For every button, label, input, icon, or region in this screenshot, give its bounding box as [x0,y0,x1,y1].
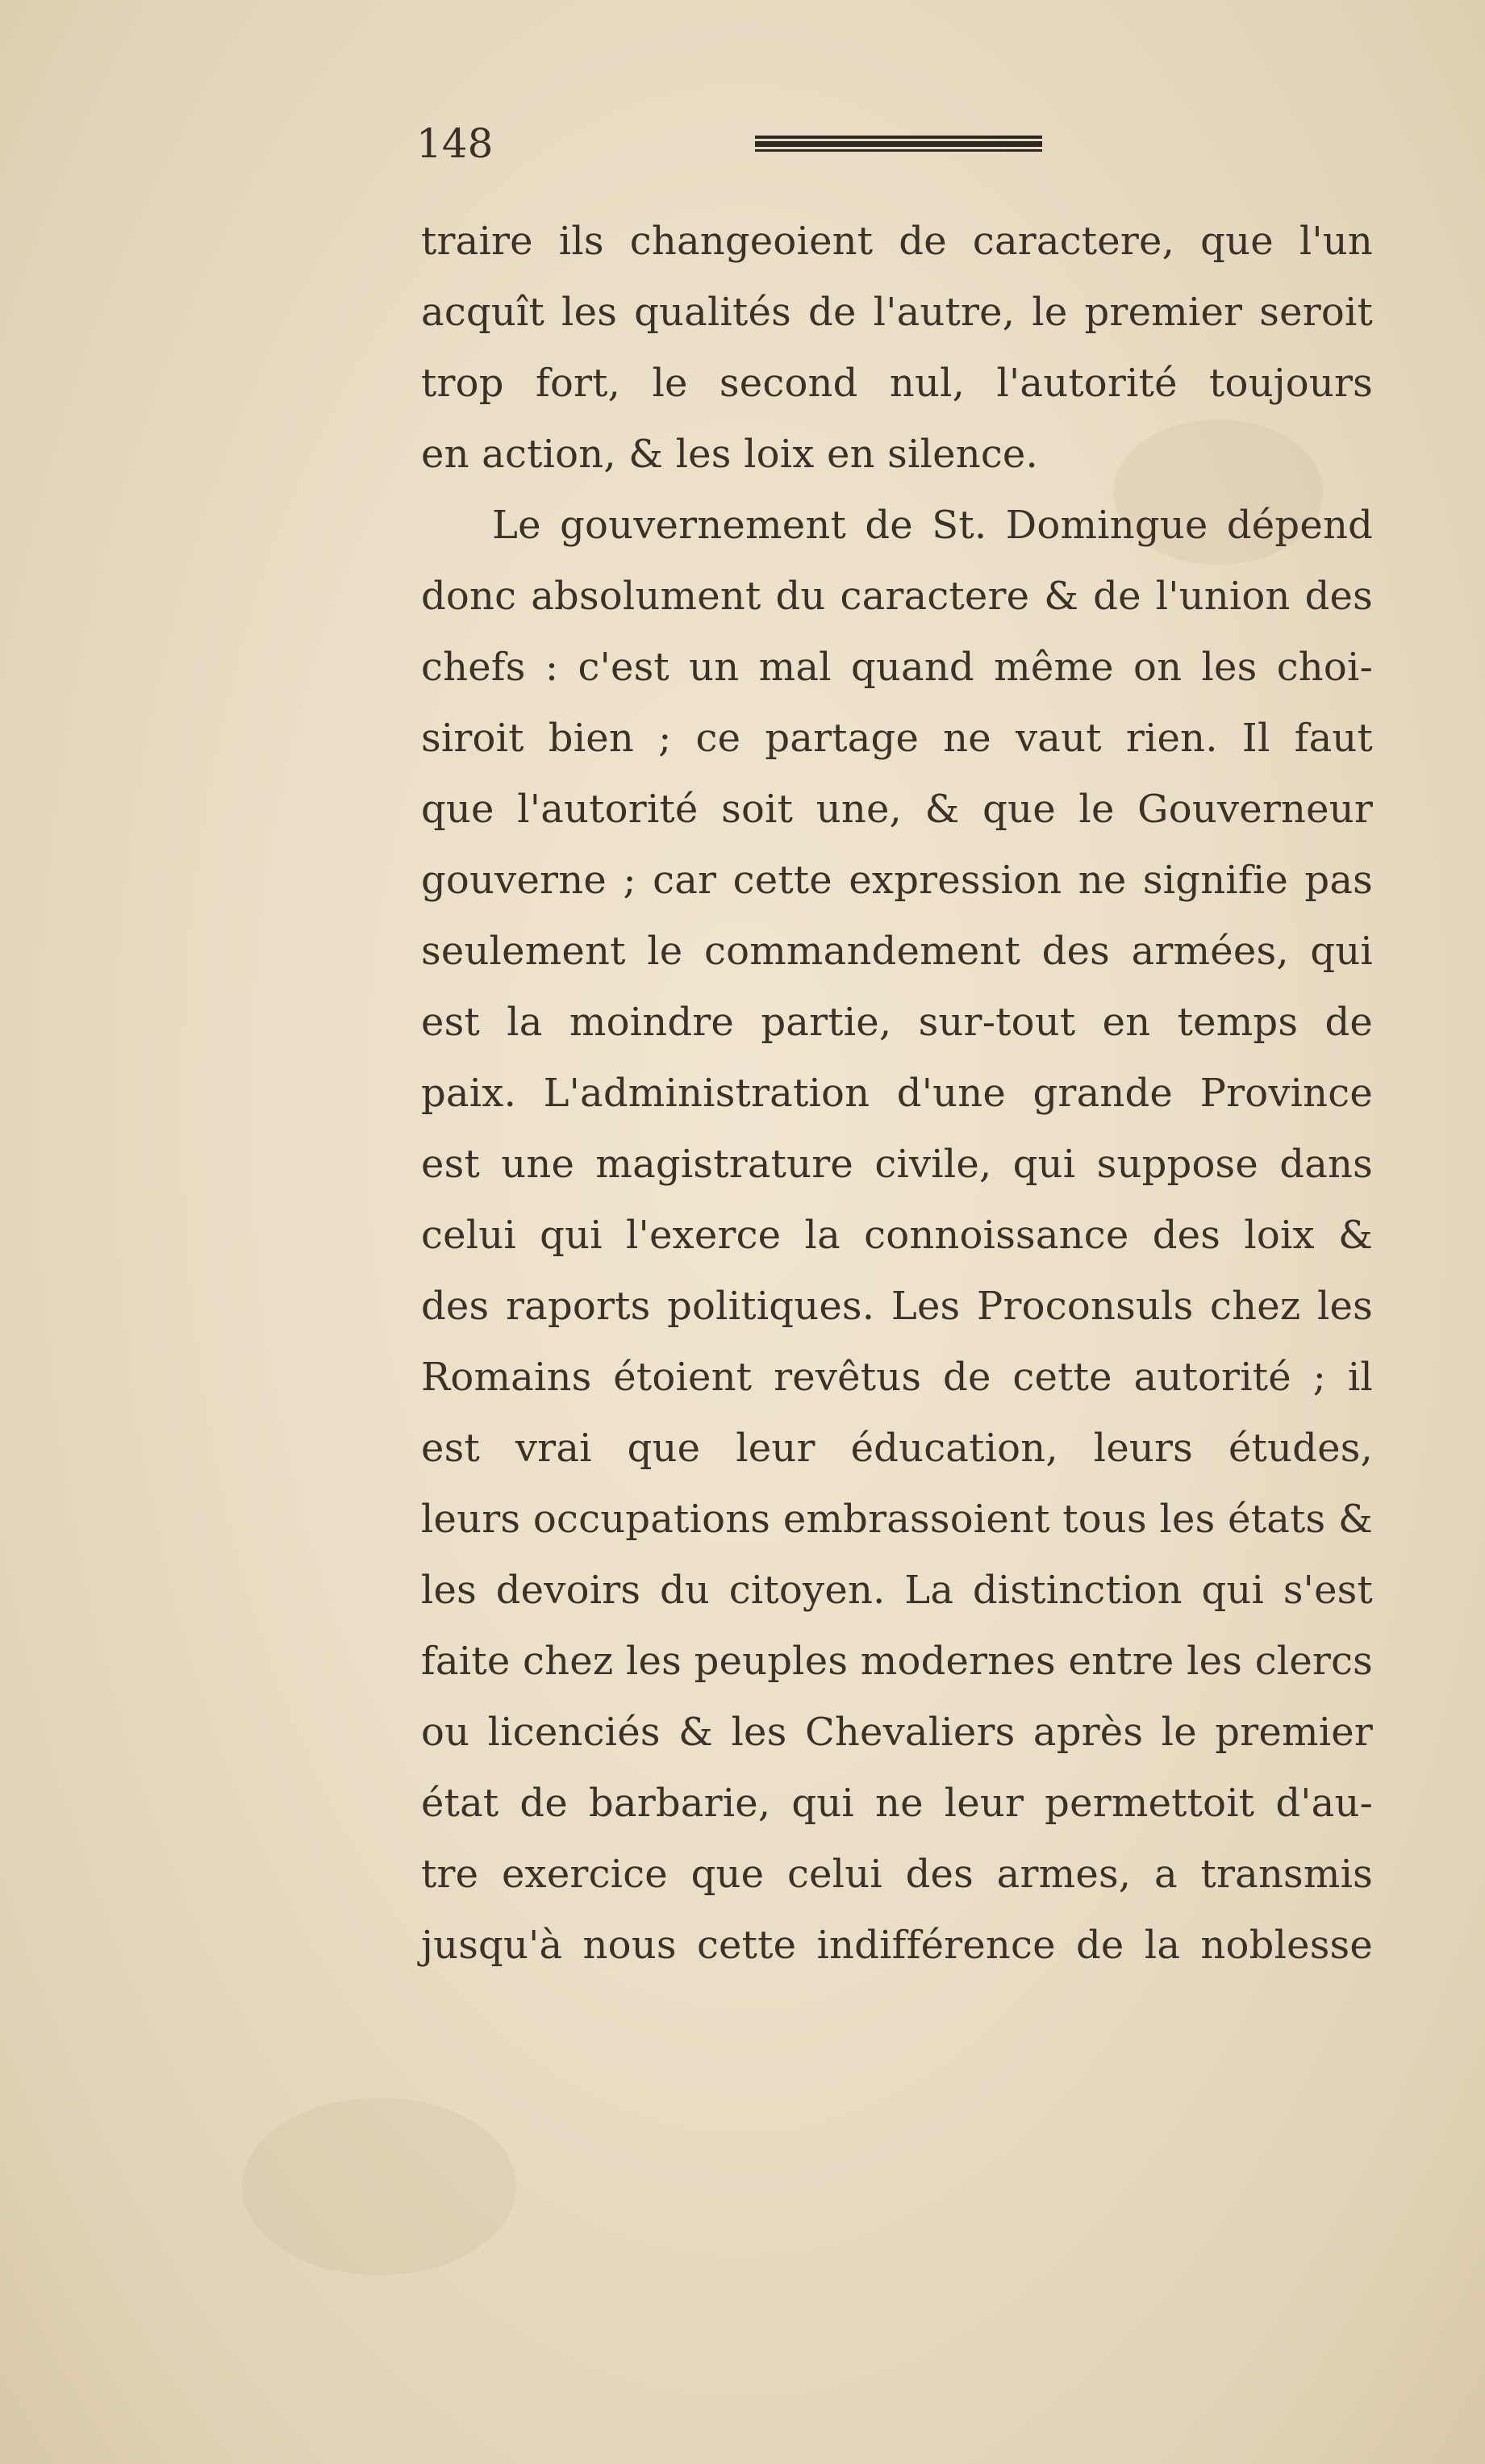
body-text [421,206,1373,1981]
paper-stain [242,2098,516,2275]
text-line: acquît les qualités de l'autre, le premier seroit [421,290,1373,335]
text-line: état de barbarie, qui ne leur permettoit d'au- [421,1781,1373,1826]
paragraph-start-line: Le gouvernement de St. Domingue dépend [492,503,1373,548]
page-header [416,119,1045,168]
text-line: faite chez les peuples modernes entre les clercs [421,1639,1373,1684]
text-line: gouverne ; car cette expression ne signifie pas [421,858,1373,903]
text-line: traire ils changeoient de caractere, que l'un [421,219,1373,264]
text-line: donc absolument du caractere & de l'union des [421,574,1373,619]
text-line: des raports politiques. Les Proconsuls chez les [421,1284,1373,1329]
text-line: jusqu'à nous cette indifférence de la noblesse [421,1923,1373,1968]
text-line: les devoirs du citoyen. La distinction qui s'est [421,1568,1373,1613]
text-line: leurs occupations embrassoient tous les états & [421,1497,1373,1542]
text-line: celui qui l'exerce la connoissance des loix & [421,1213,1373,1258]
header-rule [755,136,1042,153]
text-line: siroit bien ; ce partage ne vaut rien. Il faut [421,716,1373,761]
text-line: Romains étoient revêtus de cette autorité ; il [421,1355,1373,1400]
text-line: ou licenciés & les Chevaliers après le premier [421,1710,1373,1755]
text-line: chefs : c'est un mal quand même on les choi- [421,645,1373,690]
text-line: est une magistrature civile, qui suppose dans [421,1142,1373,1187]
text-line: est vrai que leur éducation, leurs études, [421,1426,1373,1471]
text-line: est la moindre partie, sur-tout en temps de [421,1000,1373,1045]
text-line: tre exercice que celui des armes, a transmis [421,1852,1373,1897]
text-line: trop fort, le second nul, l'autorité toujours [421,361,1373,406]
text-line: paix. L'administration d'une grande Province [421,1071,1373,1116]
text-line: que l'autorité soit une, & que le Gouverneur [421,787,1373,832]
text-line: en action, & les loix en silence. [421,432,1038,477]
page-number: 148 [416,120,494,167]
text-line: seulement le commandement des armées, qui [421,929,1373,974]
